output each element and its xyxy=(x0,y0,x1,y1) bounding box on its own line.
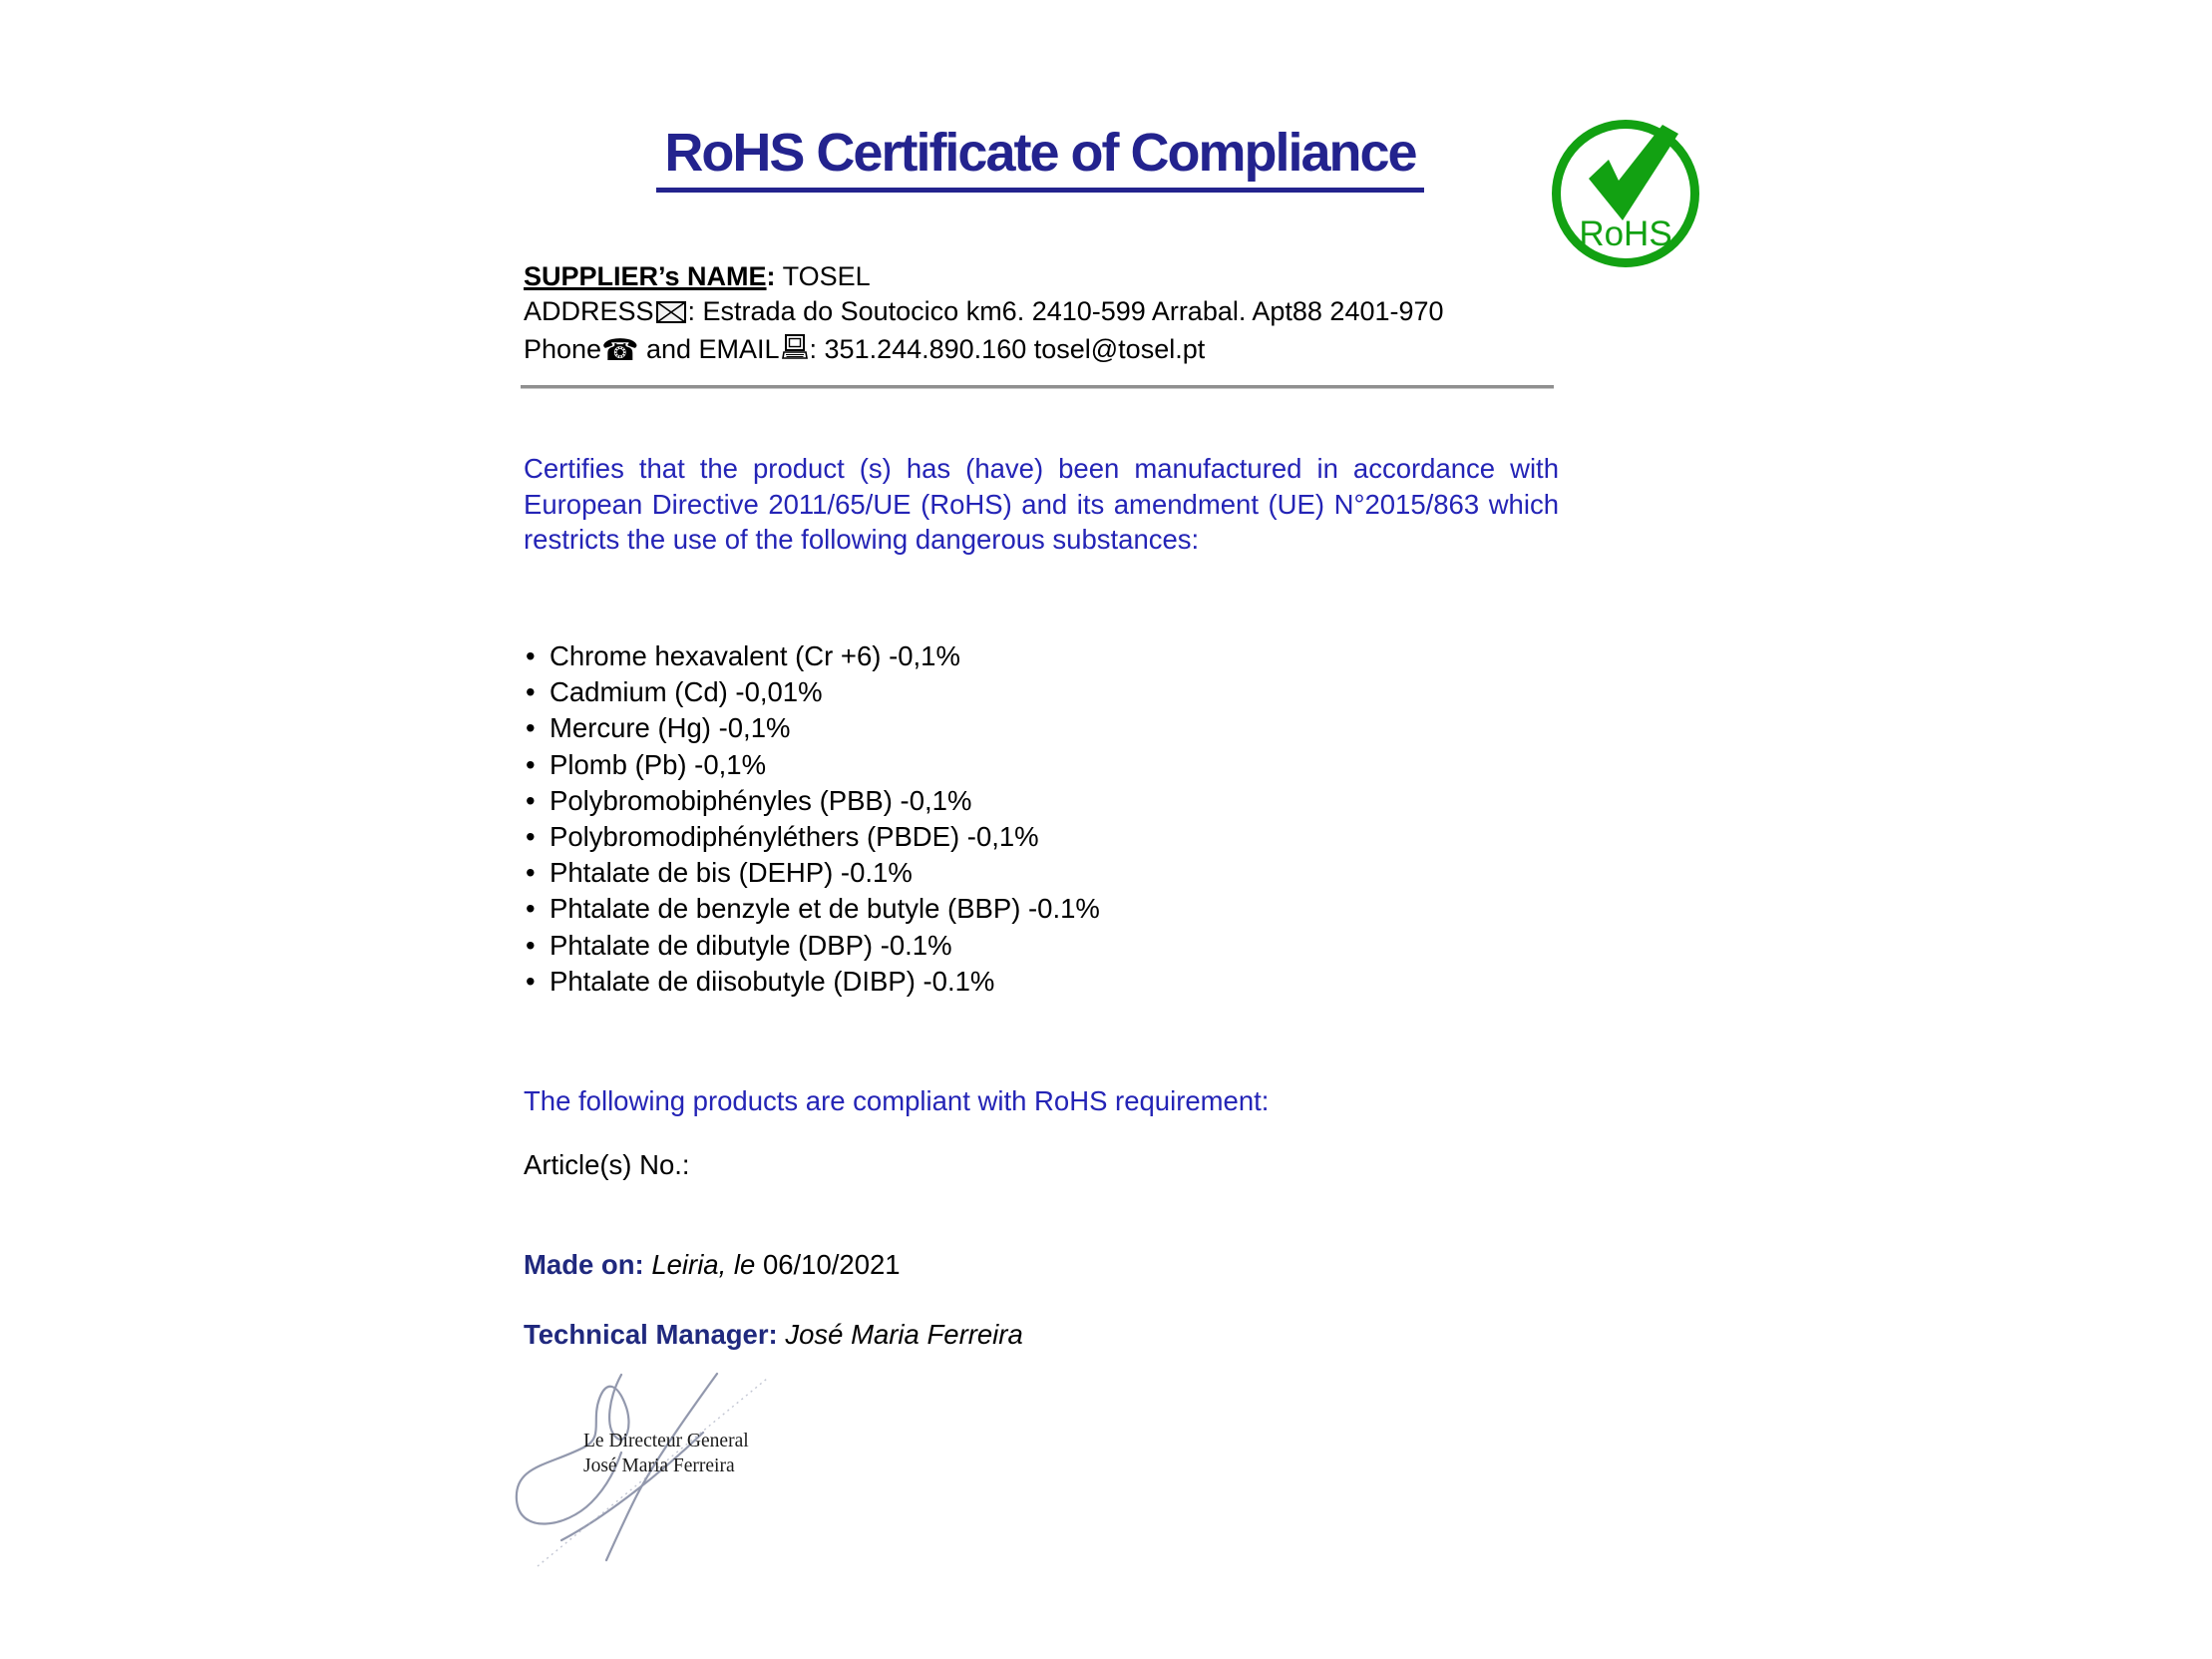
articles-label: Article(s) No.: xyxy=(524,1149,690,1180)
address-label: ADDRESS xyxy=(524,296,654,326)
list-item xyxy=(526,674,1100,710)
substance-text: Cadmium (Cd) -0,01% xyxy=(550,676,823,708)
signature-text xyxy=(583,1429,749,1478)
supplier-address-line xyxy=(524,294,1444,332)
horizontal-divider xyxy=(521,385,1554,389)
contact-value: : 351.244.890.160 tosel@tosel.pt xyxy=(809,334,1206,364)
substance-text: Polybromobiphényles (PBB) -0,1% xyxy=(550,784,972,816)
substance-text: Plomb (Pb) -0,1% xyxy=(550,748,767,780)
signature-line2: José Maria Ferreira xyxy=(583,1455,735,1476)
list-item xyxy=(526,638,1100,674)
substance-text: Phtalate de bis (DEHP) -0.1% xyxy=(550,857,913,889)
supplier-name-colon: : xyxy=(766,261,776,291)
signature-line1: Le Directeur General xyxy=(583,1431,749,1452)
made-on-place: Leiria, le xyxy=(651,1249,756,1280)
list-item xyxy=(526,783,1100,819)
supplier-name-label: SUPPLIER’s NAME xyxy=(524,261,767,291)
substance-text: Chrome hexavalent (Cr +6) -0,1% xyxy=(550,640,960,671)
bullet-marker: • xyxy=(526,893,536,925)
page-title: RoHS Certificate of Compliance xyxy=(656,122,1423,193)
list-item xyxy=(526,928,1100,964)
list-item xyxy=(526,747,1100,783)
made-on-label: Made on: xyxy=(524,1249,644,1280)
list-item xyxy=(526,891,1100,927)
rohs-logo-label: RoHS xyxy=(1579,214,1672,253)
made-on-line xyxy=(524,1249,901,1281)
bullet-marker: • xyxy=(526,857,536,889)
supplier-contact-line xyxy=(524,332,1444,370)
substance-text: Polybromodiphényléthers (PBDE) -0,1% xyxy=(550,821,1039,853)
title-container xyxy=(524,122,1557,193)
supplier-name-line xyxy=(524,259,1444,294)
envelope-icon xyxy=(656,297,686,332)
technical-manager-label: Technical Manager: xyxy=(524,1319,778,1350)
bullet-marker: • xyxy=(526,929,536,961)
certification-paragraph: Certifies that the product (s) has (have) been manufactured in accordance with European Directive 2011/65/UE (RoHS) and its amendment (UE) N°2015/863 which restricts the use of the following dangerous substances: xyxy=(524,453,1559,555)
rohs-logo xyxy=(1552,120,1699,267)
address-value: : Estrada do Soutocico km6. 2410-599 Arrabal. Apt88 2401-970 xyxy=(687,296,1444,326)
compliance-statement: The following products are compliant with RoHS requirement: xyxy=(524,1085,1270,1116)
computer-icon xyxy=(782,334,808,370)
bullet-marker: • xyxy=(526,784,536,816)
supplier-name-value: TOSEL xyxy=(782,261,871,291)
bullet-marker: • xyxy=(526,712,536,744)
phone-label: Phone xyxy=(524,334,602,364)
list-item xyxy=(526,710,1100,746)
telephone-icon: ☎ xyxy=(601,334,639,367)
bullet-marker: • xyxy=(526,748,536,780)
technical-manager-line xyxy=(524,1319,1023,1351)
list-item xyxy=(526,964,1100,1000)
substance-text: Phtalate de dibutyle (DBP) -0.1% xyxy=(550,929,952,961)
substance-text: Mercure (Hg) -0,1% xyxy=(550,712,791,744)
bullet-marker: • xyxy=(526,965,536,997)
substance-text: Phtalate de benzyle et de butyle (BBP) -0.1% xyxy=(550,893,1100,925)
substances-list xyxy=(526,638,1100,1000)
email-label: and EMAIL xyxy=(638,334,780,364)
signature-block xyxy=(504,1369,793,1583)
made-on-date: 06/10/2021 xyxy=(762,1249,901,1280)
bullet-marker: • xyxy=(526,640,536,671)
supplier-block xyxy=(524,259,1444,370)
bullet-marker: • xyxy=(526,821,536,853)
technical-manager-name: José Maria Ferreira xyxy=(785,1319,1023,1350)
substance-text: Phtalate de diisobutyle (DIBP) -0.1% xyxy=(550,965,995,997)
list-item xyxy=(526,819,1100,855)
list-item xyxy=(526,855,1100,891)
bullet-marker: • xyxy=(526,676,536,708)
